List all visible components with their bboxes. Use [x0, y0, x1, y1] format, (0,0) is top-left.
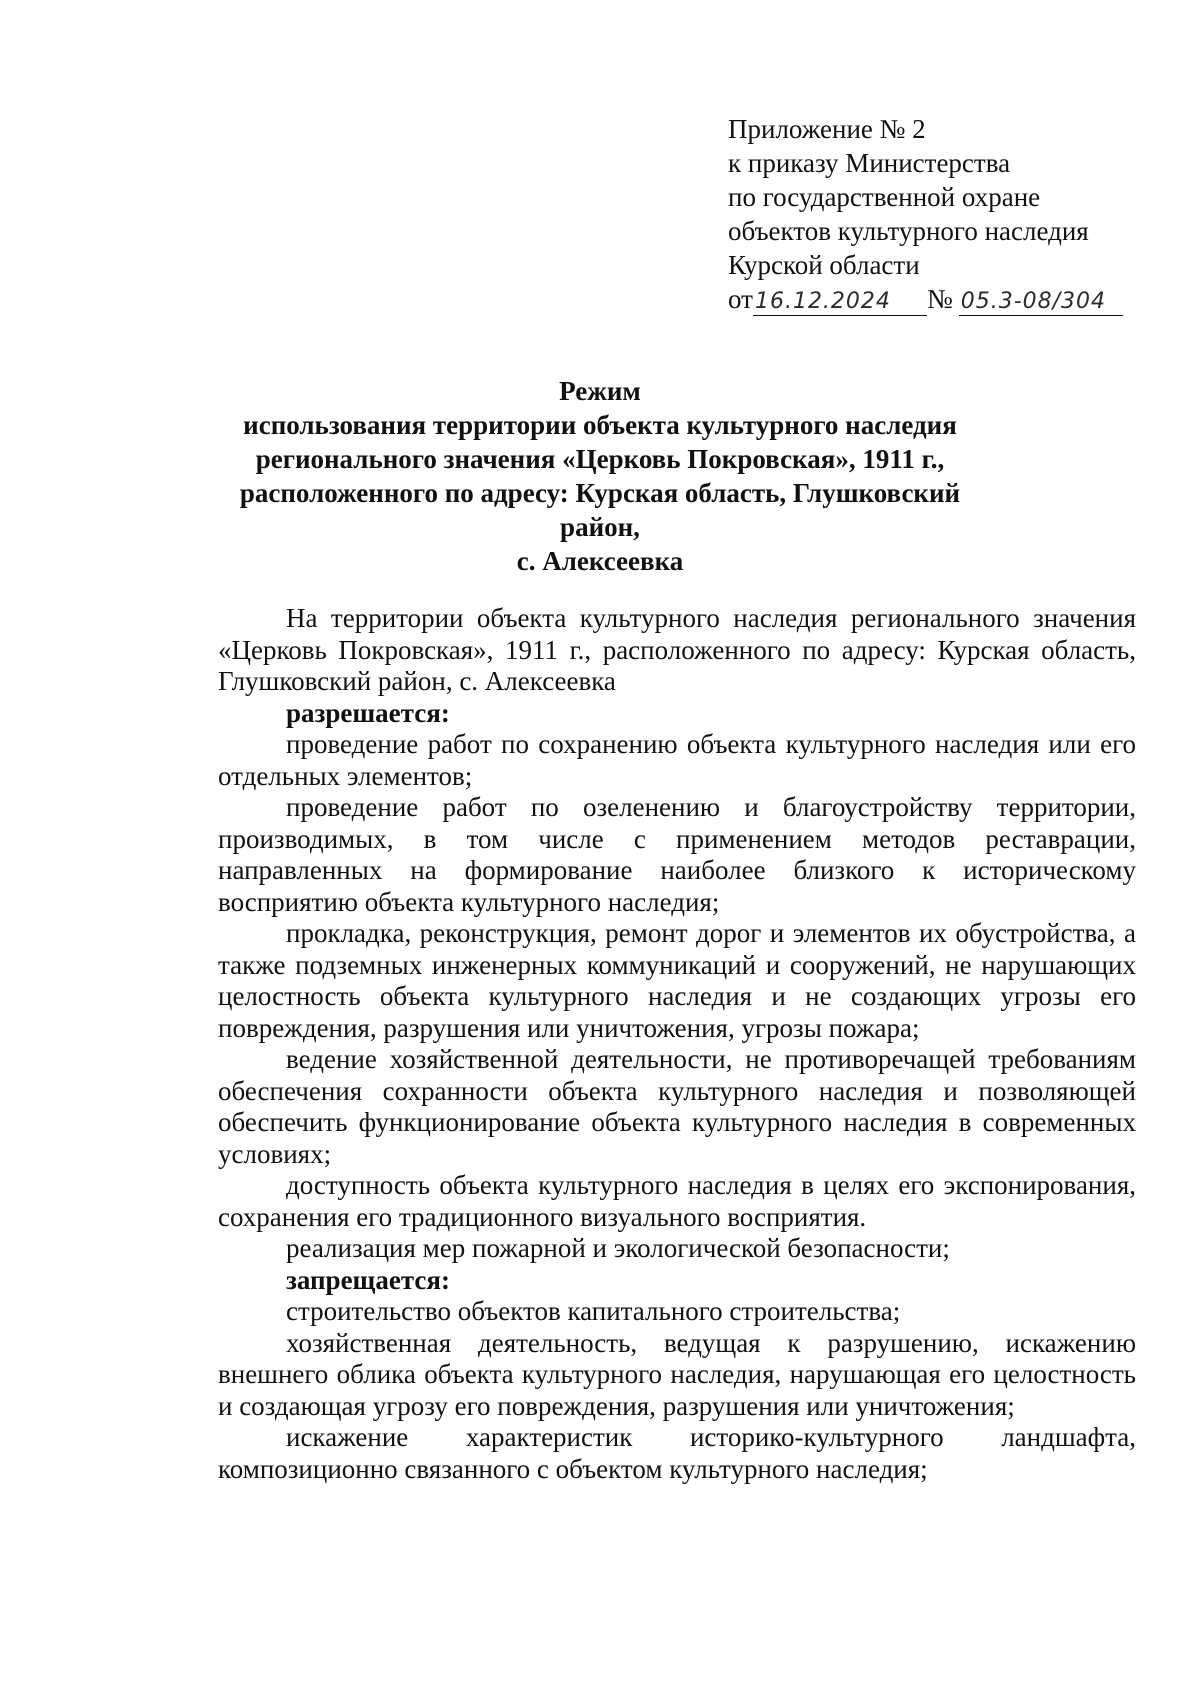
- appendix-number: Приложение № 2: [728, 114, 926, 144]
- title-line-1: Режим: [559, 376, 641, 406]
- forbidden-item: искажение характеристик историко-культурного ландшафта, композиционно связанного с объектом культурного наследия;: [218, 1422, 1136, 1484]
- appendix-header: [728, 112, 1123, 316]
- forbidden-heading: запрещается:: [286, 1264, 451, 1295]
- forbidden-item: хозяйственная деятельность, ведущая к разрушению, искажению внешнего облика объекта культурного наследия, нарушающая его целостность и создающая угрозу его повреждения, разрушения или уничтожения;: [218, 1327, 1136, 1421]
- allowed-item: доступность объекта культурного наследия в целях его экспонирования, сохранения его традиционного визуального восприятия.: [218, 1170, 1136, 1232]
- intro-paragraph: На территории объекта культурного наследия регионального значения «Церковь Покровская», 1911 г., расположенного по адресу: Курская область, Глушковский район, с. Алексеевка: [218, 603, 1136, 696]
- allowed-item: проведение работ по сохранению объекта культурного наследия или его отдельных элементов;: [218, 729, 1136, 791]
- allowed-item: ведение хозяйственной деятельности, не противоречащей требованиям обеспечения сохранности объекта культурного наследия и позволяющей обеспечить функционирование объекта культурного наследия в современных условиях;: [218, 1044, 1136, 1169]
- document-body: [218, 603, 1136, 1485]
- allowed-item: прокладка, реконструкция, ремонт дорог и элементов их обустройства, а также подземных инженерных коммуникаций и сооружений, не нарушающих целостность объекта культурного наследия и не создающих угрозы его повреждения, разрушения или уничтожения, угрозы пожара;: [218, 918, 1136, 1043]
- title-line-2: использования территории объекта культурного наследия: [243, 410, 957, 440]
- allowed-heading: разрешается:: [286, 697, 450, 728]
- appendix-order-ref: к приказу Министерства: [728, 148, 1011, 178]
- order-date: 16.12.2024: [753, 289, 927, 316]
- number-label: №: [926, 284, 953, 314]
- forbidden-item: строительство объектов капитального строительства;: [286, 1296, 901, 1326]
- allowed-item: проведение работ по озеленению и благоустройству территории, производимых, в том числе с применением методов реставрации, направленных на формирование наиболее близкого к историческому восприятию объекта культурного наследия;: [218, 792, 1136, 917]
- title-line-5: с. Алексеевка: [516, 546, 684, 576]
- appendix-region: Курской области: [728, 250, 920, 280]
- appendix-ministry-line1: по государственной охране: [728, 182, 1041, 212]
- from-label: от: [728, 284, 753, 314]
- title-line-3: регионального значения «Церковь Покровская», 1911 г.,: [255, 444, 945, 474]
- appendix-ministry-line2: объектов культурного наследия: [728, 216, 1089, 246]
- title-line-4: расположенного по адресу: Курская область, Глушковский район,: [239, 478, 961, 542]
- order-reference: [728, 282, 1123, 316]
- allowed-item: реализация мер пожарной и экологической безопасности;: [286, 1233, 950, 1263]
- order-number: 05.3-08/304: [959, 289, 1123, 316]
- document-title: [210, 374, 990, 578]
